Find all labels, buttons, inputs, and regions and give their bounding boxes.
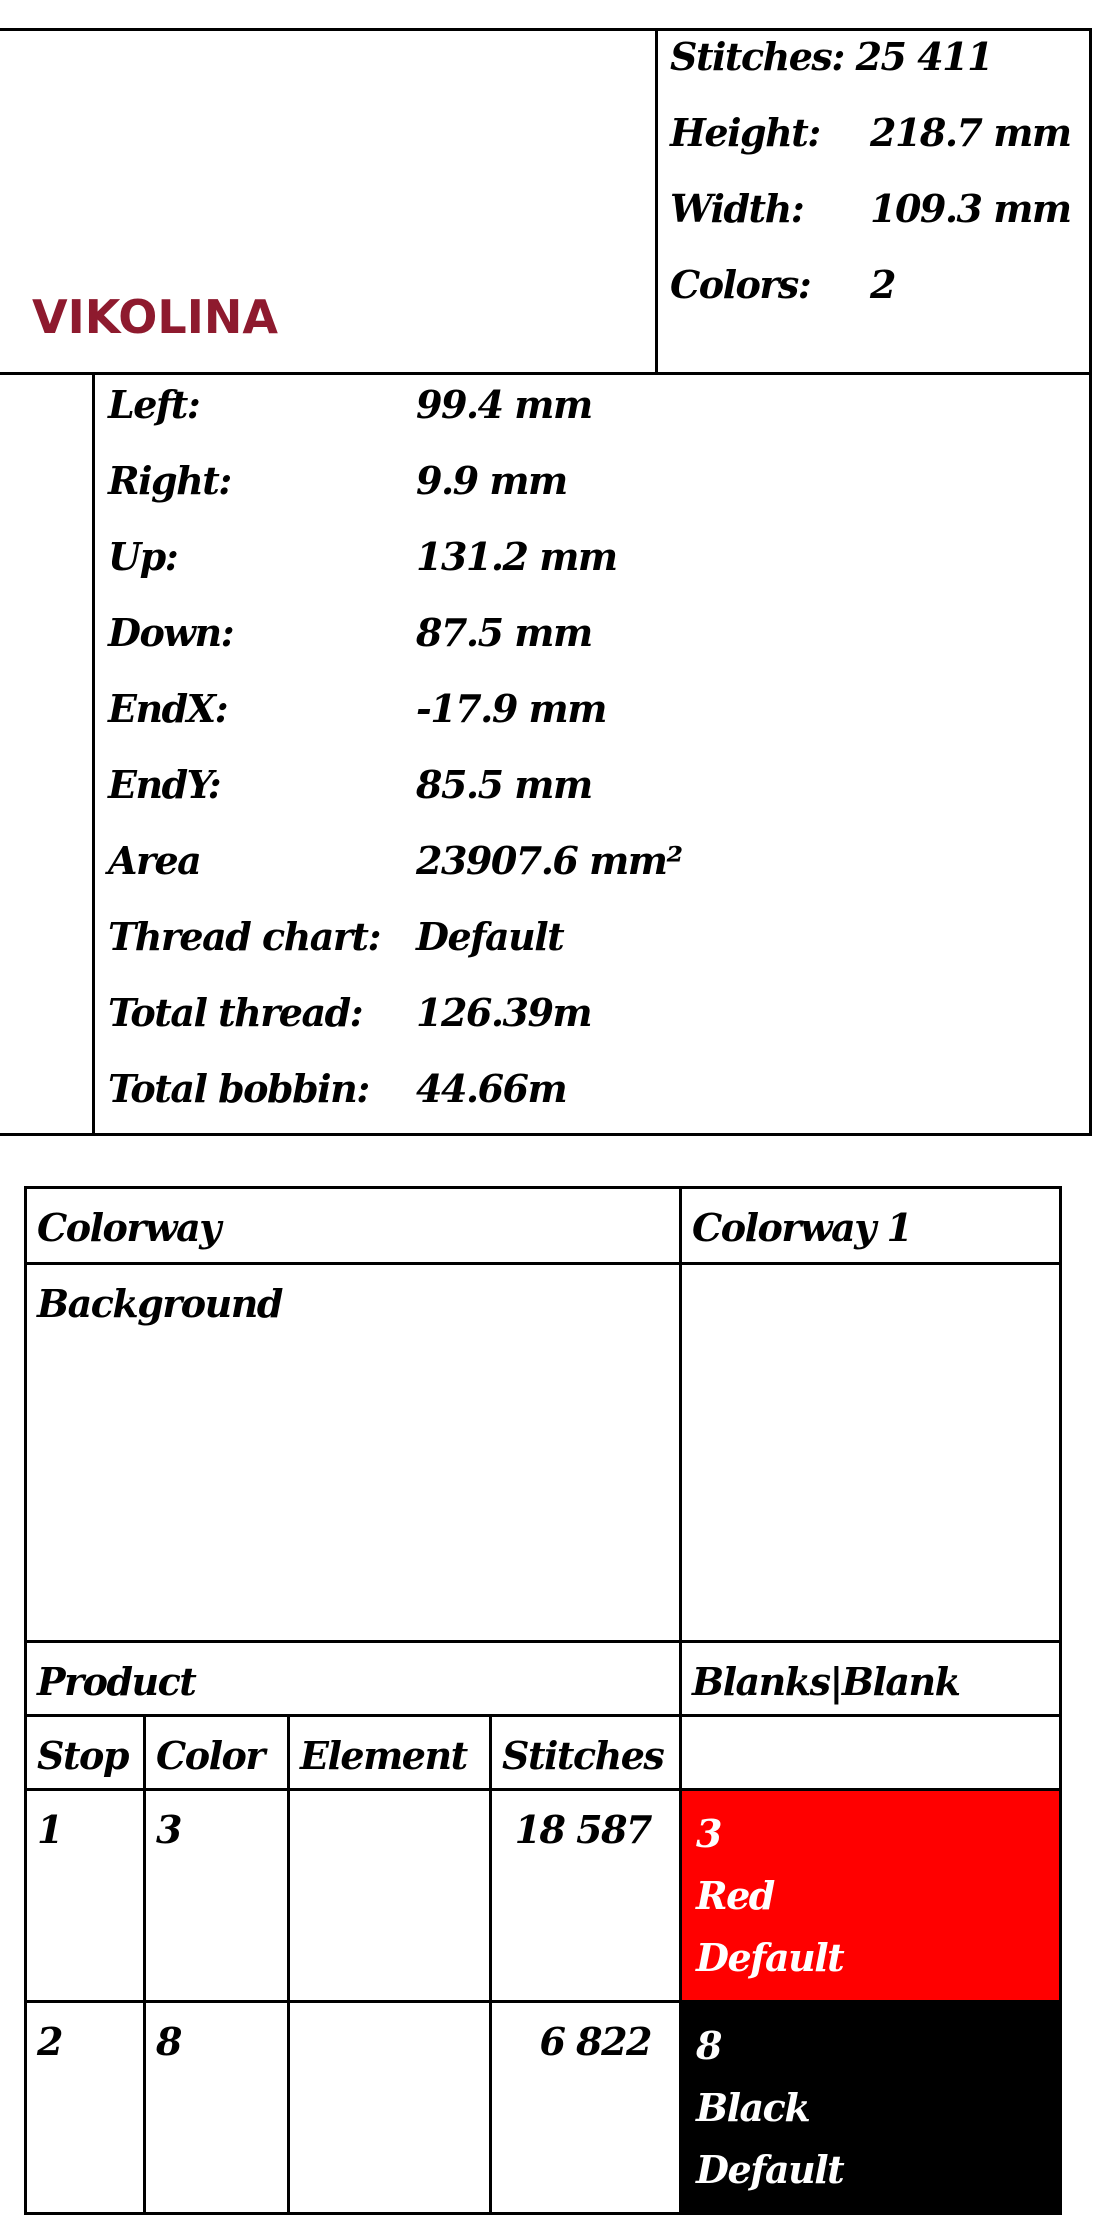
header-bottom-border: [0, 372, 1092, 375]
detail-label: Total bobbin:: [108, 1066, 369, 1111]
detail-value: 85.5 mm: [416, 762, 592, 807]
colorway-label: Colorway: [26, 1188, 681, 1264]
cell-element: [289, 1790, 491, 2002]
detail-value: 131.2 mm: [416, 534, 617, 579]
top-border: [0, 28, 1092, 31]
background-row: [26, 1264, 1061, 1642]
detail-value: 23907.6 mm²: [416, 838, 682, 883]
stat-stitches: [670, 34, 992, 79]
swatch-chart: Default: [696, 1935, 844, 1980]
swatch-chart: Default: [696, 2147, 844, 2192]
cell-stop: 1: [26, 1790, 145, 2002]
color-swatch-black: [682, 2003, 1059, 2212]
cell-stitches: 18 587: [491, 1790, 681, 2002]
detail-value: 126.39m: [416, 990, 592, 1035]
stat-width-label: Width:: [670, 186, 804, 231]
colorway-value: Colorway 1: [681, 1188, 1061, 1264]
swatch-code: 3: [696, 1811, 721, 1856]
detail-label: Left:: [108, 382, 200, 427]
swatch-code: 8: [696, 2023, 721, 2068]
product-value: Blanks|Blank: [681, 1642, 1061, 1716]
brand-name: VIKOLINA: [32, 290, 278, 344]
detail-total-thread: [108, 990, 591, 1035]
stat-height: [670, 110, 1071, 155]
detail-endy: [108, 762, 592, 807]
colorway-table: [24, 1186, 1062, 2215]
details-bottom-border: [0, 1133, 1092, 1136]
colorway-row: [26, 1188, 1061, 1264]
header-element: Element: [289, 1716, 491, 1790]
header-stitches: Stitches: [491, 1716, 681, 1790]
stat-stitches-label: Stitches:: [670, 34, 844, 79]
detail-label: EndX:: [108, 686, 228, 731]
stat-height-label: Height:: [670, 110, 820, 155]
swatch-name: Red: [696, 1873, 774, 1918]
header-swatch: [681, 1716, 1061, 1790]
cell-stitches: 6 822: [491, 2002, 681, 2214]
header-divider: [655, 28, 658, 374]
product-label: Product: [26, 1642, 681, 1716]
detail-down: [108, 610, 592, 655]
detail-label: Right:: [108, 458, 231, 503]
cell-color: 8: [145, 2002, 289, 2214]
header-stop: Stop: [26, 1716, 145, 1790]
color-swatch-red: [682, 1791, 1059, 2000]
cell-element: [289, 2002, 491, 2214]
detail-right: [108, 458, 567, 503]
detail-endx: [108, 686, 606, 731]
cell-swatch: [681, 1790, 1061, 2002]
table-row: [26, 1790, 1061, 2002]
stat-stitches-value: 25 411: [855, 34, 993, 79]
table-row: [26, 2002, 1061, 2214]
cell-swatch: [681, 2002, 1061, 2214]
stat-colors: [670, 262, 895, 307]
detail-up: [108, 534, 617, 579]
detail-value: 87.5 mm: [416, 610, 592, 655]
product-row: [26, 1642, 1061, 1716]
details-left-divider: [92, 372, 95, 1135]
swatch-name: Black: [696, 2085, 810, 2130]
detail-label: Thread chart:: [108, 914, 381, 959]
cell-color: 3: [145, 1790, 289, 2002]
detail-label: Down:: [108, 610, 234, 655]
detail-left: [108, 382, 592, 427]
detail-label: Total thread:: [108, 990, 363, 1035]
detail-area: [108, 838, 682, 883]
detail-total-bobbin: [108, 1066, 566, 1111]
detail-value: 99.4 mm: [416, 382, 592, 427]
detail-label: Area: [108, 838, 201, 883]
detail-value: Default: [416, 914, 564, 959]
stat-colors-value: 2: [870, 262, 895, 307]
stat-colors-label: Colors:: [670, 262, 811, 307]
stat-height-value: 218.7 mm: [870, 110, 1071, 155]
detail-label: EndY:: [108, 762, 221, 807]
detail-thread-chart: [108, 914, 563, 959]
stat-width: [670, 186, 1071, 231]
stat-width-value: 109.3 mm: [870, 186, 1071, 231]
background-value: [681, 1264, 1061, 1642]
header-row: [26, 1716, 1061, 1790]
detail-value: 9.9 mm: [416, 458, 567, 503]
detail-label: Up:: [108, 534, 178, 579]
cell-stop: 2: [26, 2002, 145, 2214]
detail-value: -17.9 mm: [416, 686, 606, 731]
header-color: Color: [145, 1716, 289, 1790]
detail-value: 44.66m: [416, 1066, 567, 1111]
right-border: [1089, 28, 1092, 1136]
background-label: Background: [26, 1264, 681, 1642]
